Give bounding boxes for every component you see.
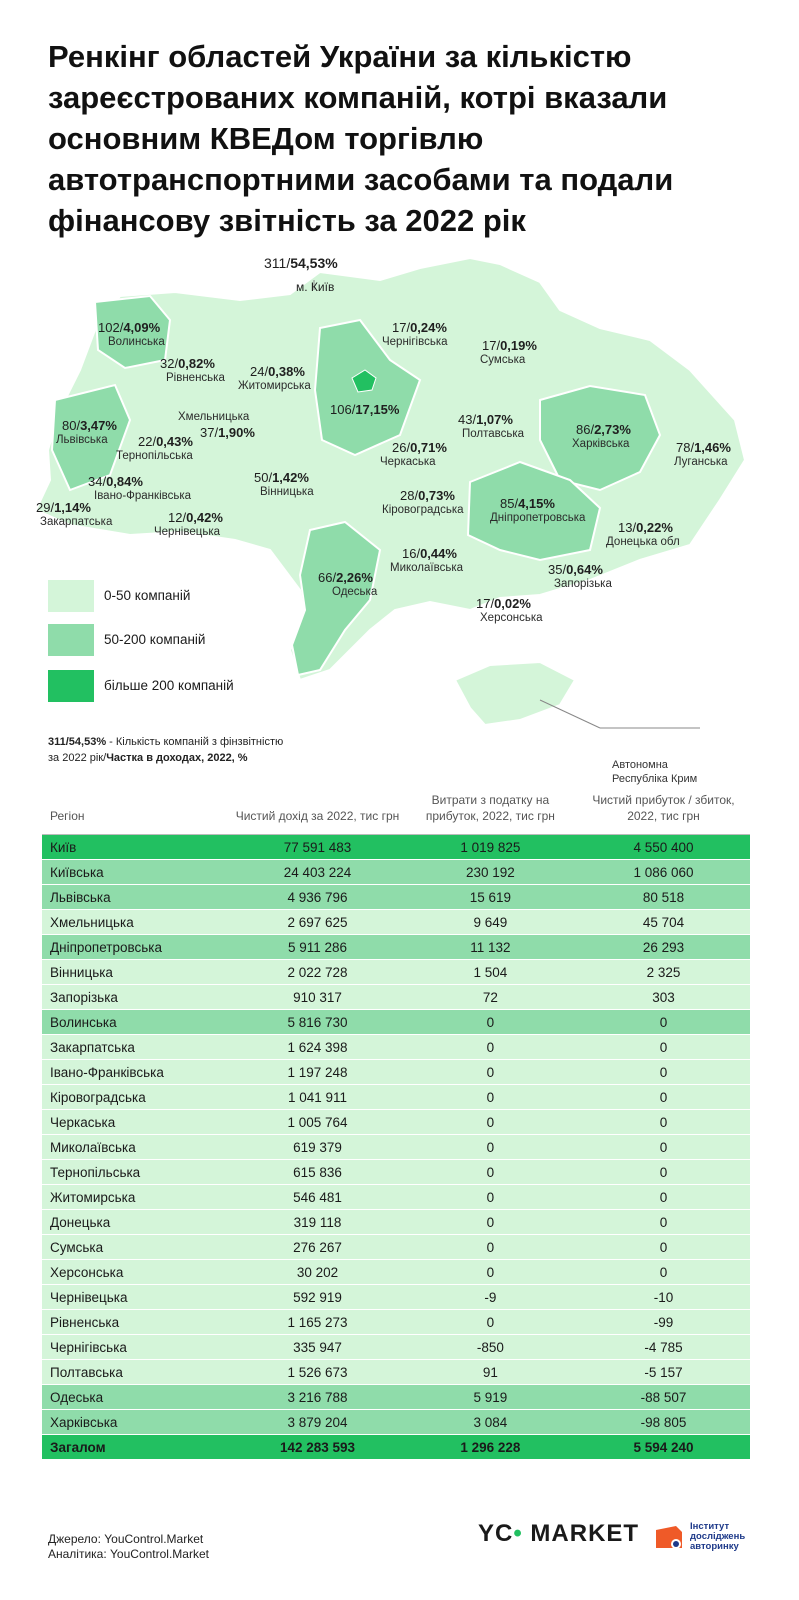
income-cell: 619 379 — [231, 1135, 404, 1160]
table-row — [42, 1010, 750, 1035]
table-row — [42, 1385, 750, 1410]
income-cell: 30 202 — [231, 1260, 404, 1285]
profit-cell: 0 — [577, 1185, 750, 1210]
table-row — [42, 910, 750, 935]
region-cell: Хмельницька — [42, 910, 231, 935]
map-label-chernivetska: 12/0,42% Чернівецька — [154, 510, 223, 538]
profit-cell: 303 — [577, 985, 750, 1010]
header-region: Регіон — [50, 809, 85, 823]
profit-cell: -4 785 — [577, 1335, 750, 1360]
map-label-odeska: 66/2,26% Одеська — [318, 570, 378, 598]
profit-cell: 0 — [577, 1010, 750, 1035]
region-cell: Кіровоградська — [42, 1085, 231, 1110]
region-cell: Сумська — [42, 1235, 231, 1260]
income-cell: 546 481 — [231, 1185, 404, 1210]
map-label-luhanska: 78/1,46% Луганська — [674, 440, 731, 468]
profit-cell: 45 704 — [577, 910, 750, 935]
income-cell: 77 591 483 — [231, 835, 404, 860]
profit-cell: -10 — [577, 1285, 750, 1310]
tax-cell: -850 — [404, 1335, 577, 1360]
header-income: Чистий дохід за 2022, тис грн — [235, 809, 400, 823]
profit-cell: 0 — [577, 1060, 750, 1085]
map-label-vinnytska: 50/1,42% Вінницька — [254, 470, 314, 498]
map-name-kyiv-city: м. Київ — [296, 280, 335, 294]
table-row — [42, 1210, 750, 1235]
table-row — [42, 1060, 750, 1085]
tax-cell: 0 — [404, 1060, 577, 1085]
income-cell: 2 697 625 — [231, 910, 404, 935]
region-cell: Чернігівська — [42, 1335, 231, 1360]
table-body — [42, 835, 750, 1460]
profit-cell: 80 518 — [577, 885, 750, 910]
legend-label-high: більше 200 компаній — [104, 678, 234, 693]
table-row — [42, 1185, 750, 1210]
map-label-zhytomyrska: 24/0,38% Житомирська — [238, 364, 311, 392]
income-cell: 1 005 764 — [231, 1110, 404, 1135]
table-row — [42, 1310, 750, 1335]
tax-cell: -9 — [404, 1285, 577, 1310]
map-label-donetska: 13/0,22% Донецька обл — [606, 520, 680, 548]
profit-cell: 0 — [577, 1160, 750, 1185]
region-cell: Харківська — [42, 1410, 231, 1435]
map-label-ternopilska: 22/0,43% Тернопільська — [116, 434, 193, 462]
profit-cell: -98 805 — [577, 1410, 750, 1435]
table-row — [42, 1035, 750, 1060]
region-cell: Київська — [42, 860, 231, 885]
map-label-khersonska: 17/0,02% Херсонська — [476, 596, 543, 624]
finance-table — [42, 792, 750, 1460]
income-cell: 1 165 273 — [231, 1310, 404, 1335]
tax-cell: 0 — [404, 1160, 577, 1185]
table-row — [42, 1110, 750, 1135]
profit-cell: 5 594 240 — [577, 1435, 750, 1460]
tax-cell: 0 — [404, 1210, 577, 1235]
region-cell: Волинська — [42, 1010, 231, 1035]
map-note: 311/54,53% - Кількість компаній з фінзвітністю за 2022 рік/Частка в доходах, 2022, % — [48, 736, 284, 764]
profit-cell: 0 — [577, 1085, 750, 1110]
map-label-kyivska: 106/17,15% — [330, 402, 400, 417]
profit-cell: 0 — [577, 1235, 750, 1260]
region-cell: Загалом — [42, 1435, 231, 1460]
tax-cell: 72 — [404, 985, 577, 1010]
map-label-rivnenska: 32/0,82% Рівненська — [160, 356, 225, 384]
page-title: Ренкінг областей України за кількістю зареєстрованих компаній, котрі вказали основним КВЕДом торгівлю автотранспортними засобами та подали фінансову звітність за 2022 рік — [48, 39, 674, 238]
income-cell: 4 936 796 — [231, 885, 404, 910]
tax-cell: 11 132 — [404, 935, 577, 960]
region-cell: Київ — [42, 835, 231, 860]
region-cell: Дніпропетровська — [42, 935, 231, 960]
table-header-row — [42, 792, 750, 835]
profit-cell: 0 — [577, 1110, 750, 1135]
region-cell: Черкаська — [42, 1110, 231, 1135]
ukraine-map — [0, 250, 799, 770]
tax-cell: 1 019 825 — [404, 835, 577, 860]
footer — [48, 1532, 209, 1562]
tax-cell: 0 — [404, 1310, 577, 1335]
table-row — [42, 1360, 750, 1385]
legend-label-low: 0-50 компаній — [104, 588, 191, 603]
income-cell: 319 118 — [231, 1210, 404, 1235]
tax-cell: 0 — [404, 1010, 577, 1035]
table-row — [42, 860, 750, 885]
tax-cell: 1 296 228 — [404, 1435, 577, 1460]
table-row — [42, 1260, 750, 1285]
region-cell: Вінницька — [42, 960, 231, 985]
map-label-chernihivska: 17/0,24% Чернігівська — [382, 320, 448, 348]
profit-cell: -5 157 — [577, 1360, 750, 1385]
crimea-shape — [455, 662, 575, 725]
income-cell: 3 216 788 — [231, 1385, 404, 1410]
map-label-cherkaska: 26/0,71% Черкаська — [380, 440, 447, 468]
legend-label-mid: 50-200 компаній — [104, 632, 206, 647]
legend-swatch-low — [48, 580, 94, 612]
profit-cell: 4 550 400 — [577, 835, 750, 860]
header-profit: Чистий прибуток / збиток, 2022, тис грн — [592, 793, 735, 823]
region-cell: Запорізька — [42, 985, 231, 1010]
institute-logo-icon — [654, 1524, 684, 1550]
income-cell: 910 317 — [231, 985, 404, 1010]
crimea-callout-line — [540, 700, 600, 728]
region-cell: Тернопільська — [42, 1160, 231, 1185]
income-cell: 335 947 — [231, 1335, 404, 1360]
table-row — [42, 1235, 750, 1260]
region-cell: Львівська — [42, 885, 231, 910]
tax-cell: 0 — [404, 1110, 577, 1135]
tax-cell: 9 649 — [404, 910, 577, 935]
profit-cell: 2 325 — [577, 960, 750, 985]
table-row — [42, 1335, 750, 1360]
map-label-kharkivska: 86/2,73% Харківська — [572, 422, 631, 450]
map-label-lvivska: 80/3,47% Львівська — [56, 418, 117, 446]
legend-swatch-high — [48, 670, 94, 702]
profit-cell: 0 — [577, 1135, 750, 1160]
table-row — [42, 885, 750, 910]
map-label-kyiv-city: 311/54,53% — [264, 255, 338, 271]
map-label-khmelnytska: Хмельницька 37/1,90% — [178, 411, 255, 440]
income-cell: 5 816 730 — [231, 1010, 404, 1035]
table-row — [42, 1085, 750, 1110]
yc-market-logo: YC• MARKET — [478, 1520, 640, 1547]
income-cell: 24 403 224 — [231, 860, 404, 885]
tax-cell: 1 504 — [404, 960, 577, 985]
table-row — [42, 985, 750, 1010]
tax-cell: 0 — [404, 1085, 577, 1110]
map-label-mykolaivska: 16/0,44% Миколаївська — [390, 546, 464, 574]
profit-cell: 0 — [577, 1260, 750, 1285]
tax-cell: 5 919 — [404, 1385, 577, 1410]
income-cell: 1 041 911 — [231, 1085, 404, 1110]
table-row — [42, 1410, 750, 1435]
region-cell: Житомирська — [42, 1185, 231, 1210]
region-cell: Рівненська — [42, 1310, 231, 1335]
map-label-ivano-frankivska: 34/0,84% Івано-Франківська — [88, 474, 192, 502]
profit-cell: -99 — [577, 1310, 750, 1335]
tax-cell: 0 — [404, 1260, 577, 1285]
income-cell: 1 197 248 — [231, 1060, 404, 1085]
tax-cell: 0 — [404, 1035, 577, 1060]
region-cell: Херсонська — [42, 1260, 231, 1285]
crimea-label: Автономна Республіка Крим — [612, 759, 698, 785]
map-label-kirovohradska: 28/0,73% Кіровоградська — [382, 488, 464, 516]
income-cell: 142 283 593 — [231, 1435, 404, 1460]
table-row — [42, 960, 750, 985]
table-row — [42, 1135, 750, 1160]
tax-cell: 15 619 — [404, 885, 577, 910]
tax-cell: 91 — [404, 1360, 577, 1385]
map-label-sumska: 17/0,19% Сумська — [480, 338, 537, 366]
tax-cell: 0 — [404, 1135, 577, 1160]
region-cell: Чернівецька — [42, 1285, 231, 1310]
income-cell: 592 919 — [231, 1285, 404, 1310]
region-cell: Донецька — [42, 1210, 231, 1235]
region-cell: Одеська — [42, 1385, 231, 1410]
profit-cell: 0 — [577, 1210, 750, 1235]
income-cell: 5 911 286 — [231, 935, 404, 960]
income-cell: 1 624 398 — [231, 1035, 404, 1060]
map-label-zakarpatska: 29/1,14% Закарпатська — [36, 500, 113, 528]
tax-cell: 230 192 — [404, 860, 577, 885]
table-row — [42, 1160, 750, 1185]
map-label-zaporizka: 35/0,64% Запорізька — [548, 562, 612, 590]
table-row — [42, 1285, 750, 1310]
table-row — [42, 835, 750, 860]
region-cell: Закарпатська — [42, 1035, 231, 1060]
profit-cell: -88 507 — [577, 1385, 750, 1410]
table-total-row — [42, 1435, 750, 1460]
tax-cell: 0 — [404, 1185, 577, 1210]
map-label-dnipropetrovska: 85/4,15% Дніпропетровська — [490, 496, 586, 524]
income-cell: 2 022 728 — [231, 960, 404, 985]
institute-name: Інститут досліджень авторинку — [690, 1521, 746, 1552]
legend-swatch-mid — [48, 624, 94, 656]
table-row — [42, 935, 750, 960]
income-cell: 3 879 204 — [231, 1410, 404, 1435]
map-label-volynska: 102/4,09% Волинська — [98, 320, 165, 348]
footer-analytics: Аналітика: YouControl.Market — [48, 1547, 209, 1561]
region-cell: Івано-Франківська — [42, 1060, 231, 1085]
profit-cell: 1 086 060 — [577, 860, 750, 885]
tax-cell: 0 — [404, 1235, 577, 1260]
income-cell: 615 836 — [231, 1160, 404, 1185]
tax-cell: 3 084 — [404, 1410, 577, 1435]
header-tax: Витрати з податку на прибуток, 2022, тис грн — [425, 793, 555, 823]
profit-cell: 26 293 — [577, 935, 750, 960]
income-cell: 276 267 — [231, 1235, 404, 1260]
region-cell: Миколаївська — [42, 1135, 231, 1160]
map-label-poltavska: 43/1,07% Полтавська — [458, 412, 525, 440]
profit-cell: 0 — [577, 1035, 750, 1060]
footer-source: Джерело: YouControl.Market — [48, 1532, 204, 1546]
income-cell: 1 526 673 — [231, 1360, 404, 1385]
region-cell: Полтавська — [42, 1360, 231, 1385]
